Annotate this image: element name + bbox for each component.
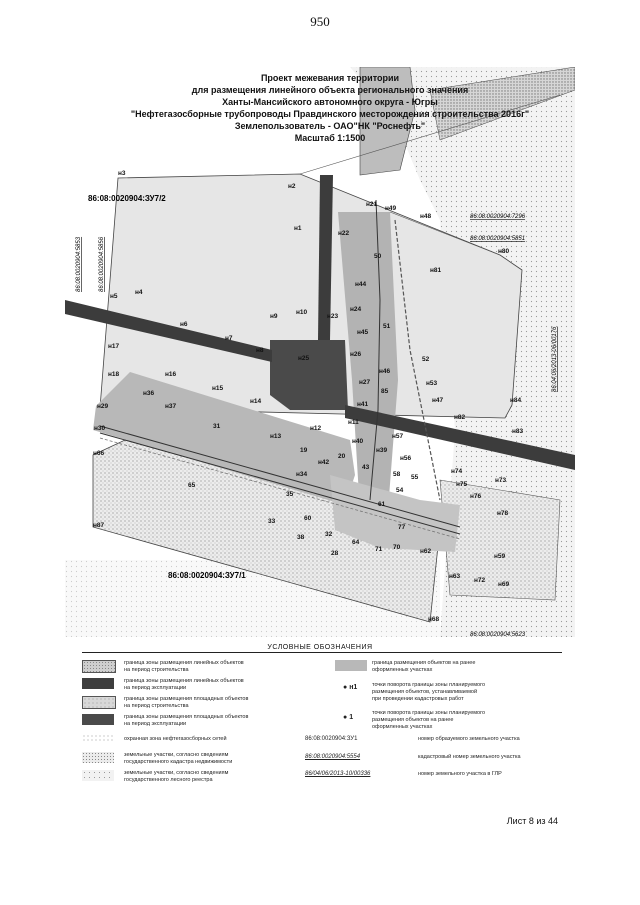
title-line-1: Проект межевания территории [260, 73, 400, 83]
map-point-label: н12 [310, 425, 322, 432]
cadastral-label-5856: 86:08:0020904:5856 [99, 236, 105, 292]
map-point-label: н41 [357, 401, 369, 408]
legend-symbol-1: ● 1 [343, 714, 354, 721]
map-point-label: н84 [510, 397, 522, 404]
map-point-label: н87 [93, 522, 105, 529]
map-point-label: н36 [143, 390, 155, 397]
map-point-label: н29 [97, 403, 109, 410]
map-point-label: 65 [188, 482, 196, 489]
map-point-label: н16 [165, 371, 177, 378]
map-point-label: н74 [451, 468, 463, 475]
legend-text-7: земельные участки, согласно сведениям государственного лесного реестра [124, 770, 229, 783]
legend-example-zu: 86:08:0020904:ЗУ1 [305, 736, 358, 742]
map-point-label: н83 [512, 428, 524, 435]
map-point-label: н44 [355, 281, 367, 288]
legend-example-glr-desc: номер земельного участка в ГЛР [418, 771, 502, 777]
map-point-label: н59 [494, 553, 506, 560]
map-point-label: н76 [470, 493, 482, 500]
map-point-label: н48 [420, 213, 432, 220]
map-point-label: н49 [385, 205, 397, 212]
map-point-label: 64 [352, 539, 360, 546]
legend-swatch-cadastre [82, 752, 114, 763]
title-line-6: Масштаб 1:1500 [294, 133, 366, 143]
map-point-label: н10 [296, 309, 308, 316]
map-point-label: 35 [286, 491, 294, 498]
title-line-4: "Нефтегазосборные трубопроводы Правдинского месторождения строительства 2016г" [130, 109, 530, 119]
map-point-label: н34 [296, 471, 308, 478]
legend-example-zu-desc: номер образуемого земельного участка [418, 736, 520, 742]
legend-example-cad-desc: кадастровый номер земельного участка [418, 754, 521, 760]
map-point-label: н75 [456, 481, 468, 488]
map-point-label: 33 [268, 518, 276, 525]
map-point-label: н63 [449, 573, 461, 580]
map-point-label: н62 [420, 548, 432, 555]
legend-text-6: земельные участки, согласно сведениям государственного кадастра недвижимости [124, 752, 233, 765]
map-point-label: н37 [165, 403, 177, 410]
map-point-label: н17 [108, 343, 120, 350]
map-point-label: 70 [393, 544, 401, 551]
map-point-label: н46 [379, 368, 391, 375]
legend-swatch-protection-zone [82, 734, 114, 742]
map-point-label: 77 [398, 524, 406, 531]
legend-text-2: граница зоны размещения линейных объектов на период эксплуатации [124, 678, 244, 691]
map-point-label: н15 [212, 385, 224, 392]
map-point-label: н14 [250, 398, 262, 405]
map-point-label: н56 [400, 455, 412, 462]
legend-text-r2: точки поворота границы зоны планируемого размещения объектов, устанавливаемой при проведении кадастровых работ [372, 682, 486, 702]
sheet-number: Лист 8 из 44 [506, 816, 558, 826]
map-point-label: 43 [362, 464, 370, 471]
legend-swatch-area-operation [82, 714, 114, 725]
legend-example-glr: 86/04/06/2013-10/00336 [305, 771, 371, 777]
map-point-label: н57 [392, 433, 404, 440]
legend-symbol-n1: ● н1 [343, 684, 358, 691]
legend-swatch-forest-registry [82, 770, 114, 781]
map-point-label: н26 [350, 351, 362, 358]
map-point-label: 50 [374, 253, 382, 260]
map-point-label: 55 [411, 474, 419, 481]
map-point-label: н30 [94, 425, 106, 432]
map-point-label: н7 [225, 335, 233, 342]
map-point-label: н73 [495, 477, 507, 484]
map-point-label: н69 [498, 581, 510, 588]
map-point-label: н25 [298, 355, 310, 362]
map-point-label: н11 [348, 419, 359, 426]
map-point-label: н6 [180, 321, 188, 328]
map-point-label: н18 [108, 371, 120, 378]
parcel-label-zu7-1: 86:08:0020904:ЗУ7/1 [168, 571, 246, 580]
map-point-label: н72 [474, 577, 486, 584]
legend-text-r3: точки поворота границы зоны планируемого размещения объектов на ранее оформленных участках [372, 710, 486, 730]
map-point-label: н22 [338, 230, 350, 237]
legend-heading: УСЛОВНЫЕ ОБОЗНАЧЕНИЯ [267, 644, 373, 651]
map-canvas [65, 67, 575, 637]
legend-example-cad: 86:08:0020904:5554 [305, 754, 361, 760]
map-point-label: 60 [304, 515, 312, 522]
map-point-label: 61 [378, 501, 386, 508]
map-point-label: н66 [93, 450, 105, 457]
cadastral-label-5851: 86:08:0020904:5851 [470, 236, 526, 242]
gpr-label-6176: 86:04:06/2013-06/00176 [552, 326, 558, 392]
map-point-label: н47 [432, 397, 444, 404]
page-number: 950 [310, 14, 330, 29]
map-point-label: н21 [366, 201, 378, 208]
legend-swatch-line-operation [82, 678, 114, 689]
area-object-ops-zone [270, 340, 348, 410]
map-point-label: н9 [270, 313, 278, 320]
title-line-3: Ханты-Мансийского автономного округа - Югры [222, 97, 438, 107]
map-point-label: 54 [396, 487, 404, 494]
map-point-label: 32 [325, 531, 333, 538]
map-point-label: 51 [383, 323, 391, 330]
map-point-label: н81 [430, 267, 442, 274]
legend-text-1: граница зоны размещения линейных объектов на период строительства [124, 660, 244, 673]
map-point-label: н82 [454, 414, 466, 421]
map-point-label: 31 [213, 423, 221, 430]
map-point-label: 85 [381, 388, 389, 395]
map-point-label: н68 [428, 616, 440, 623]
map-point-label: 71 [375, 546, 383, 553]
map-point-label: н40 [352, 438, 364, 445]
map-point-label: н5 [110, 293, 118, 300]
legend-text-5: охранная зона нефтегазосборных сетей [124, 736, 227, 742]
map-point-label: н13 [270, 433, 282, 440]
map-point-label: 58 [393, 471, 401, 478]
map-point-label: 28 [331, 550, 339, 557]
cadastral-label-5853: 86:08:0020904:5853 [76, 236, 82, 292]
legend-text-3: граница зоны размещения площадных объектов на период строительства [124, 696, 249, 709]
map-point-label: н27 [359, 379, 371, 386]
map-point-label: н4 [135, 289, 143, 296]
legend-swatch-line-construction [82, 660, 116, 673]
cadastral-label-7296: 86:08:0020904:7296 [470, 214, 526, 220]
legend-swatch-area-construction [82, 696, 116, 709]
map-point-label: н23 [327, 313, 339, 320]
map-point-label: н53 [426, 380, 438, 387]
map-point-label: н80 [498, 248, 510, 255]
map-point-label: н2 [288, 183, 296, 190]
map-point-label: н42 [318, 459, 330, 466]
map-point-label: н8 [256, 347, 264, 354]
map-point-label: 38 [297, 534, 305, 541]
title-line-5: Землепользователь - ОАО"НК "Роснефть" [234, 121, 426, 131]
map-point-label: н1 [294, 225, 302, 232]
cadastral-label-5623: 86:08:0020904:5623 [470, 632, 526, 637]
map-point-label: н45 [357, 329, 369, 336]
map-point-label: н24 [350, 306, 362, 313]
map-point-label: н3 [118, 170, 126, 177]
map-title-block [70, 72, 590, 144]
legend-swatch-prior-allotment [335, 660, 367, 671]
legend-divider [82, 652, 562, 653]
parcel-label-zu7-2: 86:08:0020904:ЗУ7/2 [88, 194, 166, 203]
map-point-label: н39 [376, 447, 388, 454]
legend-text-r1: граница размещения объектов на ранее оформленных участках [372, 660, 476, 673]
title-line-2: для размещения линейного объекта регионального значения [191, 85, 469, 95]
map-point-label: 20 [338, 453, 346, 460]
map-point-label: 52 [422, 356, 430, 363]
legend-text-4: граница зоны размещения площадных объектов на период эксплуатации [124, 714, 249, 727]
map-point-label: н78 [497, 510, 509, 517]
map-point-label: 19 [300, 447, 308, 454]
